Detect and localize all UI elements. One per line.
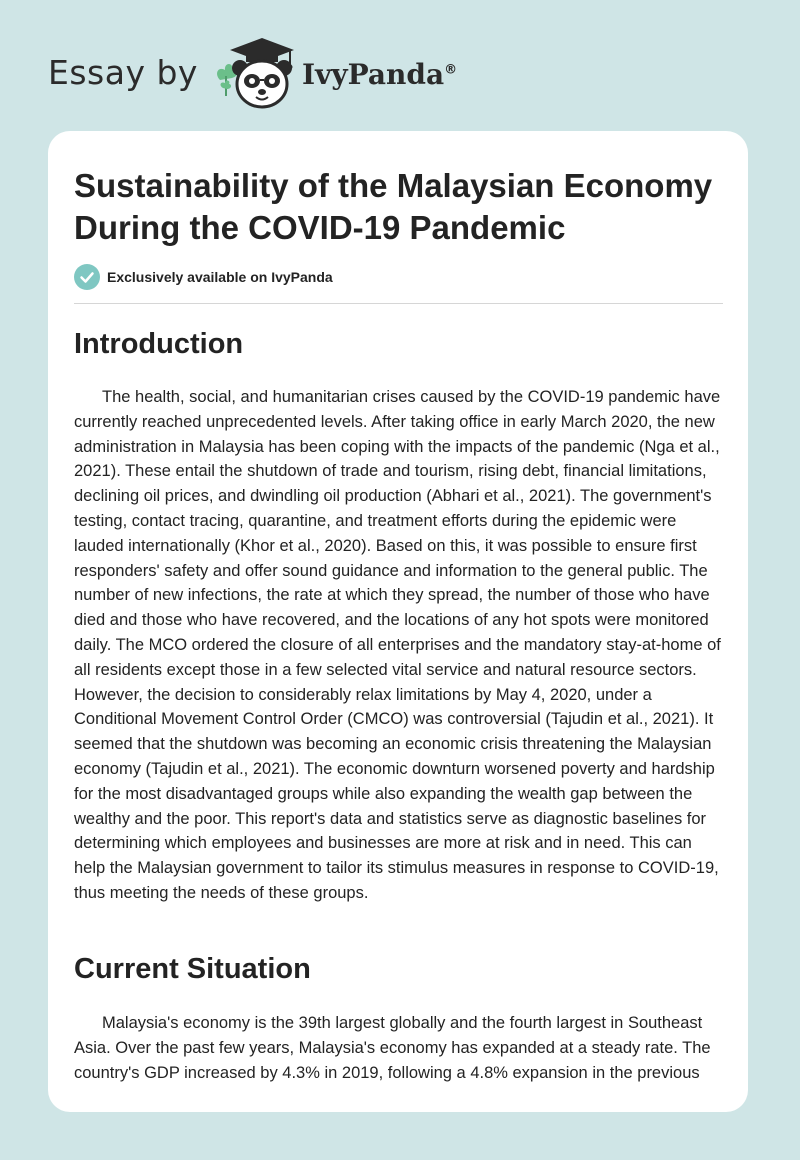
section-heading-current-situation: Current Situation [74,953,311,985]
section-paragraph-current-situation: Malaysia's economy is the 39th largest globally and the fourth largest in Southeast Asia. Over the past few years, Malaysia's economy has expanded at a steady rate. The country's GDP increased by 4.3% in 2019, following a 4.8% expansion in the previous [74,1014,711,1082]
essay-by-label: Essay by [48,52,198,92]
site-header [48,34,457,110]
registered-mark: ® [444,62,458,78]
exclusive-badge [74,264,333,290]
panda-logo-icon[interactable] [210,34,300,110]
check-circle-icon [74,264,100,290]
section-heading-introduction: Introduction [74,328,244,360]
section-paragraph-introduction: The health, social, and humanitarian crises caused by the COVID-19 pandemic have currently reached unprecedented levels. After taking office in early March 2020, the new administration in Malaysia has been coping with the impacts of the pandemic (Nga et al., 2021). These entail the shutdown of trade and tourism, rising debt, financial limitations, declining oil prices, and dwindling oil production (Abhari et al., 2021). The government's testing, contact tracing, quarantine, and treatment efforts during the epidemic were lauded internationally (Khor et al., 2020). Based on this, it was possible to ensure first responders' safety and offer sound guidance and information to the general public. The number of new infections, the rate at which they spread, the number of those who have died and those who have recovered, and the locations of any hot spots were monitored daily. The MCO ordered the closure of all enterprises and the mandatory stay-at-home of all residents except those in a few selected vital service and natural resource sectors. However, the decision to considerably relax limitations by May 4, 2020, under a Conditional Movement Control Order (CMCO) was controversial (Tajudin et al., 2021). It seemed that the shutdown was becoming an economic crisis threatening the Malaysian economy (Tajudin et al., 2021). The economic downturn worsened poverty and hardship for the most disadvantaged groups while also expanding the wealth gap between the wealthy and the poor. This report's data and statistics serve as diagnostic baselines for determining which employees and businesses are more at risk and in need. This can help the Malaysian government to tailor its stimulus measures in response to COVID-19, thus meeting the needs of these groups. [74,388,721,902]
essay-card [48,131,748,1112]
brand-name[interactable]: IvyPanda® [301,57,458,91]
badge-label: Exclusively available on IvyPanda [107,269,333,285]
page-title: Sustainability of the Malaysian Economy During the COVID-19 Pandemic [74,167,713,246]
divider [74,303,723,304]
